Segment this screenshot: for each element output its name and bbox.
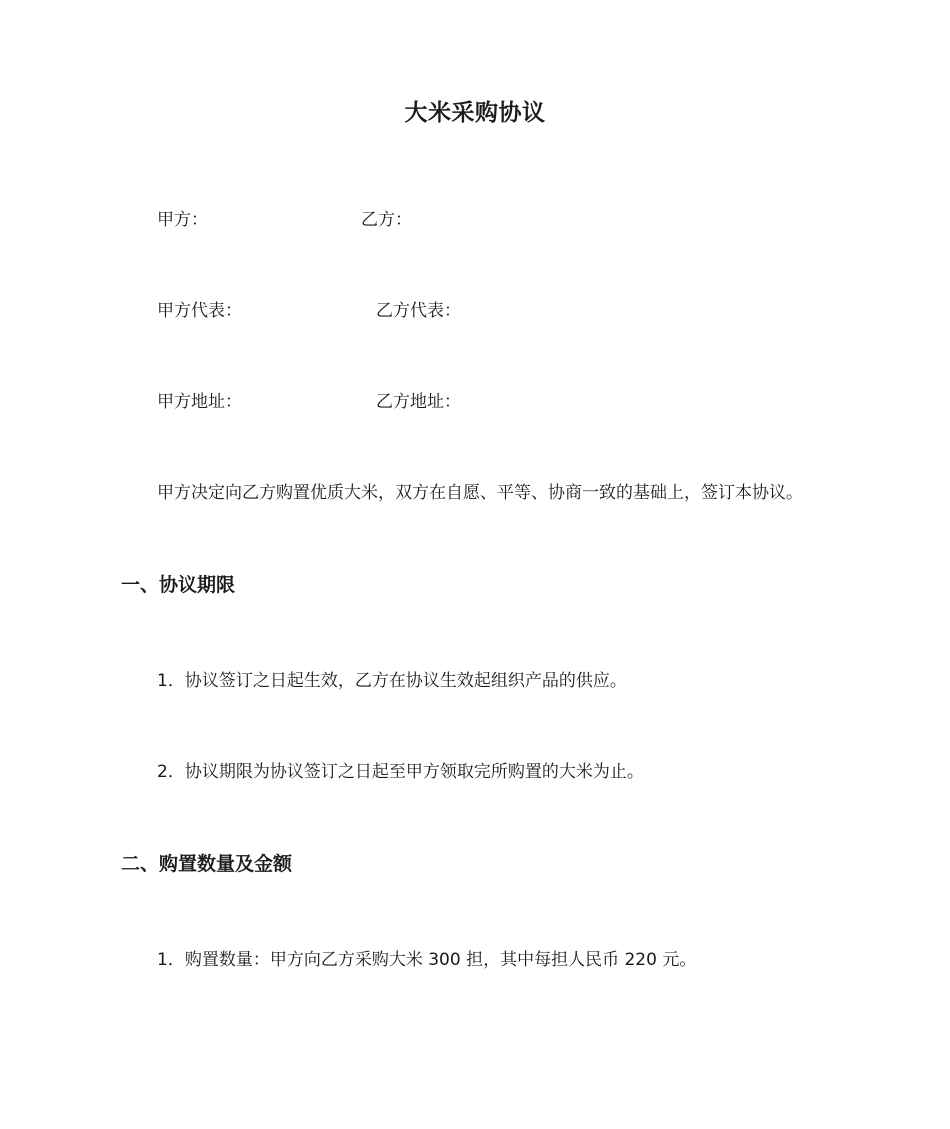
party-a-rep-label: 甲方代表： — [157, 301, 242, 321]
section-item: 2．协议期限为协议签订之日起至甲方领取完所购置的大米为止。 — [157, 762, 644, 782]
party-a-addr-label: 甲方地址： — [157, 392, 242, 412]
section-heading-term: 一、协议期限 — [121, 574, 236, 596]
section-heading-quantity: 二、购置数量及金额 — [121, 853, 293, 875]
document-title: 大米采购协议 — [404, 100, 546, 126]
party-b-label: 乙方： — [361, 210, 412, 230]
section-item: 1．协议签订之日起生效，乙方在协议生效起组织产品的供应。 — [157, 671, 627, 691]
party-b-rep-label: 乙方代表： — [376, 301, 461, 321]
party-a-label: 甲方： — [157, 210, 208, 230]
intro-paragraph: 甲方决定向乙方购置优质大米，双方在自愿、平等、协商一致的基础上，签订本协议。 — [157, 483, 803, 503]
section-item: 1．购置数量：甲方向乙方采购大米 300 担，其中每担人民币 220 元。 — [157, 950, 697, 970]
party-b-addr-label: 乙方地址： — [376, 392, 461, 412]
